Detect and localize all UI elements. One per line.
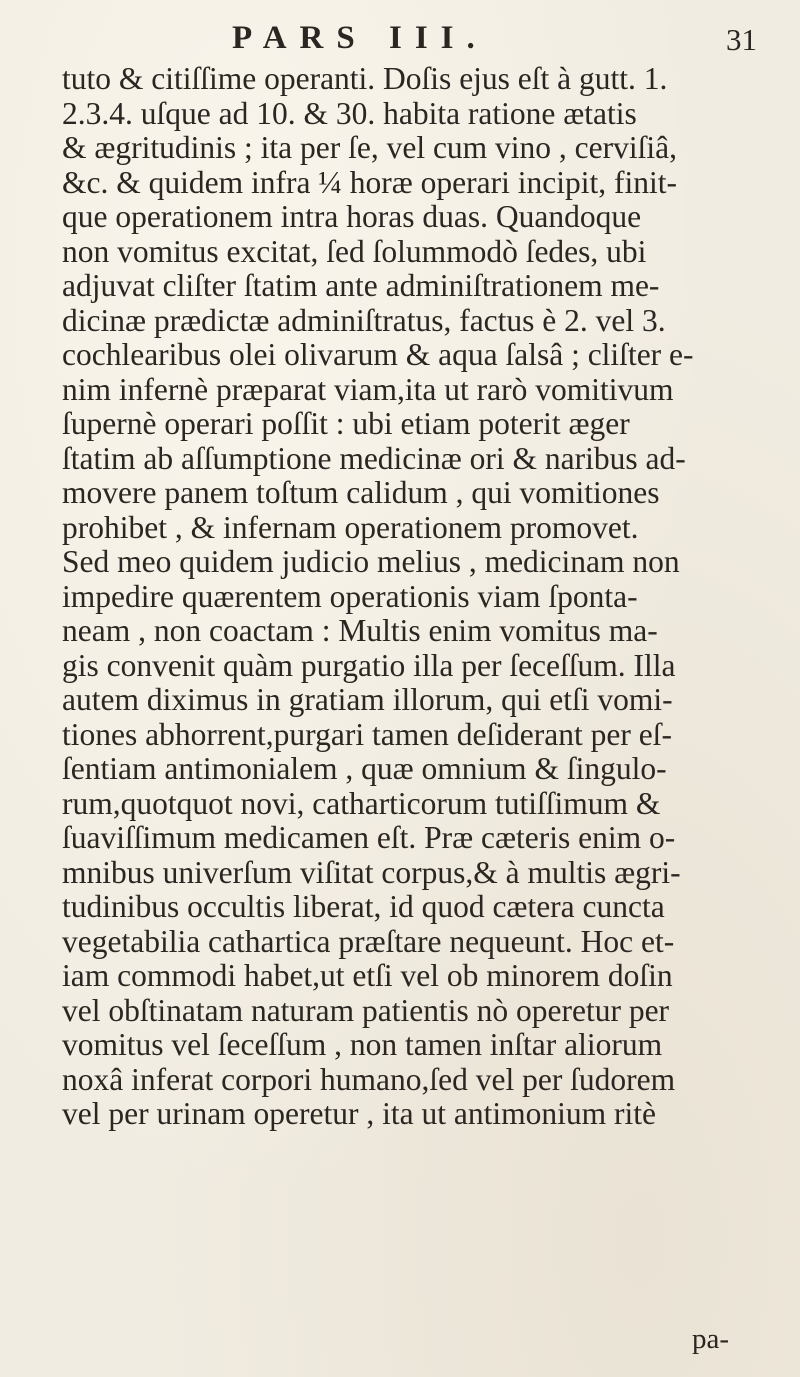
text-line: vel obſtinatam naturam patientis nò operetur per	[62, 992, 670, 1028]
text-line: ſupernè operari poſſit : ubi etiam poterit æger	[62, 406, 630, 441]
text-line: vegetabilia cathartica præſtare nequeunt. Hoc et-	[62, 923, 675, 959]
text-line: dicinæ prædictæ adminiſtratus, factus è 2. vel 3.	[62, 302, 666, 338]
page-number: 31	[726, 22, 757, 57]
text-line: mnibus univerſum viſitat corpus,& à multis ægri-	[62, 854, 681, 890]
text-line: & ægritudinis ; ita per ſe, vel cum vino , cerviſiâ,	[62, 130, 677, 165]
text-line: cochlearibus olei olivarum & aqua ſalsâ ; cliſter e-	[62, 337, 694, 372]
text-line: noxâ inferat corpori humano,ſed vel per ſudorem	[62, 1061, 676, 1097]
text-line: autem diximus in gratiam illorum, qui etſi vomi-	[62, 682, 673, 717]
running-head	[0, 18, 800, 58]
text-line: impedire quærentem operationis viam ſponta-	[62, 578, 638, 614]
text-line: gis convenit quàm purgatio illa per ſeceſſum. Illa	[62, 647, 676, 683]
text-line: que operationem intra horas duas. Quandoque	[62, 199, 642, 234]
text-line: ſtatim ab aſſumptione medicinæ ori & naribus ad-	[62, 440, 686, 476]
text-line: neam , non coactam : Multis enim vomitus ma-	[62, 613, 658, 648]
text-line: prohibet , & infernam operationem promovet.	[62, 509, 639, 545]
text-line: ſuaviſſimum medicamen eſt. Præ cæteris enim o-	[62, 820, 676, 855]
body-text	[62, 62, 800, 1132]
text-line: vomitus vel ſeceſſum , non tamen inſtar aliorum	[62, 1027, 663, 1062]
text-line: non vomitus excitat, ſed ſolummodò ſedes, ubi	[62, 233, 647, 269]
text-line: &c. & quidem infra ¼ horæ operari incipit, finit-	[62, 164, 677, 200]
text-line: 2.3.4. uſque ad 10. & 30. habita ratione ætatis	[62, 95, 637, 131]
text-line: Sed meo quidem judicio melius , medicinam non	[62, 544, 680, 579]
text-line: nim infernè præparat viam,ita ut rarò vomitivum	[62, 371, 674, 407]
text-line: movere panem toſtum calidum , qui vomitiones	[62, 475, 660, 510]
text-line: tiones abhorrent,purgari tamen deſiderant per eſ-	[62, 716, 672, 752]
text-line: tudinibus occultis liberat, id quod cætera cuncta	[62, 889, 665, 924]
text-line: adjuvat cliſter ſtatim ante adminiſtrationem me-	[62, 268, 660, 303]
text-line: ſentiam antimonialem , quæ omnium & ſingulo-	[62, 751, 667, 786]
running-title: PARS III.	[232, 20, 488, 56]
text-line: rum,quotquot novi, catharticorum tutiſſimum &	[62, 785, 661, 821]
catchword: pa-	[692, 1323, 730, 1355]
text-line: iam commodi habet,ut etſi vel ob minorem doſin	[62, 958, 673, 993]
text-line: vel per urinam operetur , ita ut antimonium ritè	[62, 1096, 656, 1131]
text-line: tuto & citiſſime operanti. Doſis ejus eſt à gutt. 1.	[62, 61, 668, 96]
